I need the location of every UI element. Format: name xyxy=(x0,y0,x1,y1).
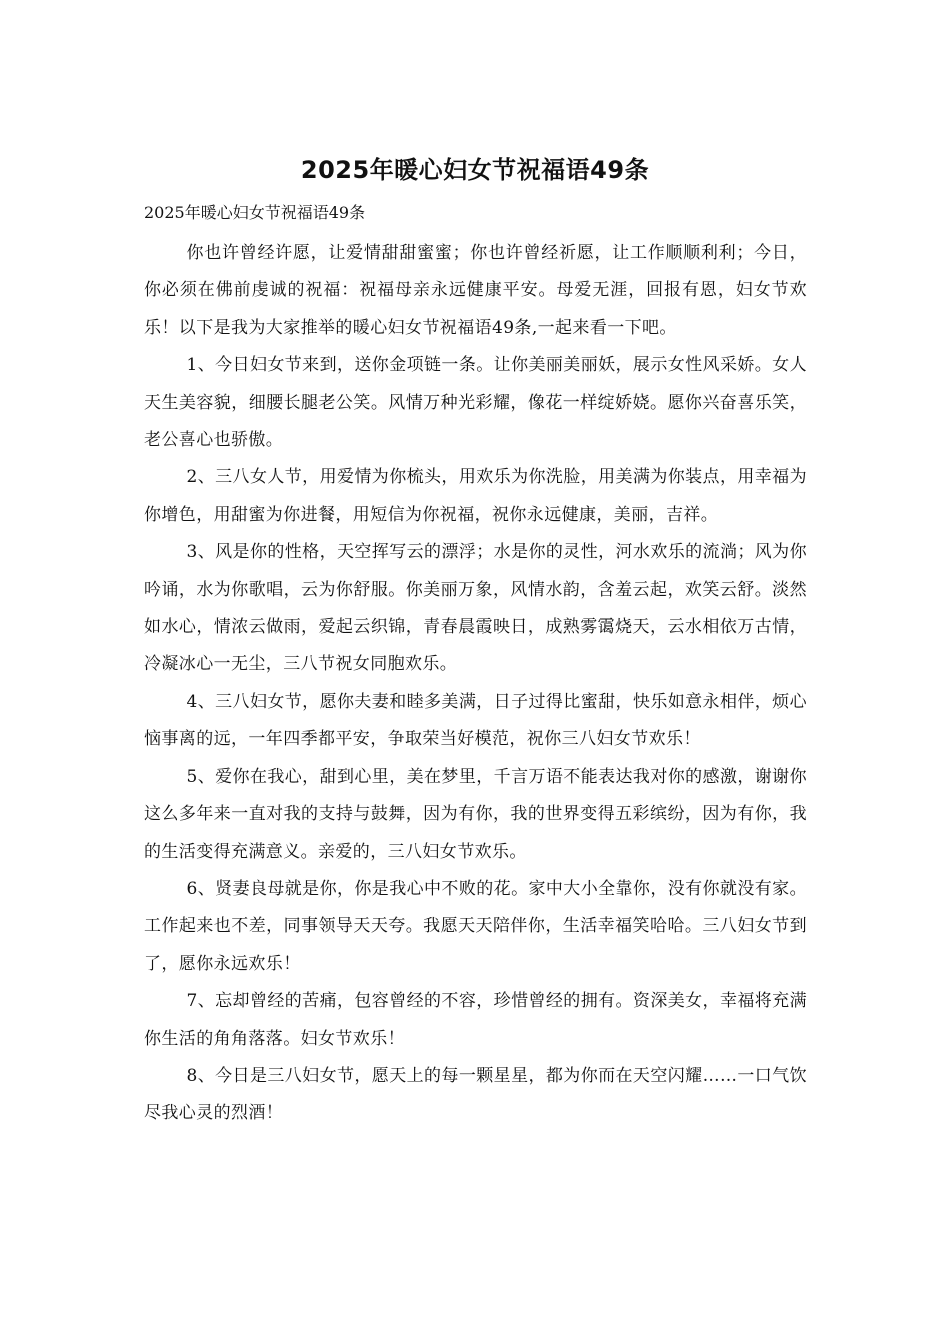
document-title: 2025年暖心妇女节祝福语49条 xyxy=(300,156,650,184)
document-subtitle: 2025年暖心妇女节祝福语49条 xyxy=(144,203,366,222)
greeting-paragraph: 3、风是你的性格，天空挥写云的漂浮；水是你的灵性，河水欢乐的流淌；风为你吟诵，水为你歌唱，云为你舒服。你美丽万象，风情水韵，含羞云起，欢笑云舒。淡然如水心，情浓云做雨，爱起云织锦，青春晨霞映日，成熟雾霭烧天，云水相依万古情，冷凝冰心一无尘，三八节祝女同胞欢乐。 xyxy=(144,542,807,675)
greeting-paragraph: 5、爱你在我心，甜到心里，美在梦里，千言万语不能表达我对你的感激，谢谢你这么多年来一直对我的支持与鼓舞，因为有你，我的世界变得五彩缤纷，因为有你，我的生活变得充满意义。亲爱的，三八妇女节欢乐。 xyxy=(144,766,807,862)
greeting-paragraph: 2、三八女人节，用爱情为你梳头，用欢乐为你洗脸，用美满为你装点，用幸福为你增色，用甜蜜为你进餐，用短信为你祝福，祝你永远健康，美丽，吉祥。 xyxy=(144,467,807,525)
greeting-paragraph: 8、今日是三八妇女节，愿天上的每一颗星星，都为你而在天空闪耀……一口气饮尽我心灵的烈酒！ xyxy=(144,1065,807,1124)
greeting-paragraph: 6、贤妻良母就是你，你是我心中不败的花。家中大小全靠你，没有你就没有家。工作起来也不差，同事领导天天夸。我愿天天陪伴你，生活幸福笑哈哈。三八妇女节到了，愿你永远欢乐！ xyxy=(144,878,807,974)
greeting-paragraph: 4、三八妇女节，愿你夫妻和睦多美满，日子过得比蜜甜，快乐如意永相伴，烦心恼事离的远，一年四季都平安，争取荣当好模范，祝你三八妇女节欢乐！ xyxy=(144,691,807,750)
greeting-paragraph: 7、忘却曾经的苦痛，包容曾经的不容，珍惜曾经的拥有。资深美女，幸福将充满你生活的角角落落。妇女节欢乐！ xyxy=(144,991,807,1049)
greeting-paragraph: 1、今日妇女节来到，送你金项链一条。让你美丽美丽妖，展示女性风采娇。女人天生美容貌，细腰长腿老公笑。风情万种光彩耀，像花一样绽娇娆。愿你兴奋喜乐笑，老公喜心也骄傲。 xyxy=(144,355,807,451)
intro-paragraph: 你也许曾经许愿，让爱情甜甜蜜蜜；你也许曾经祈愿，让工作顺顺利利；今日，你必须在佛前虔诚的祝福：祝福母亲永远健康平安。母爱无涯，回报有恩，妇女节欢乐！以下是我为大家推举的暖心妇女节祝福语49条,一起来看一下吧。 xyxy=(144,243,807,338)
document-body xyxy=(144,235,807,1133)
